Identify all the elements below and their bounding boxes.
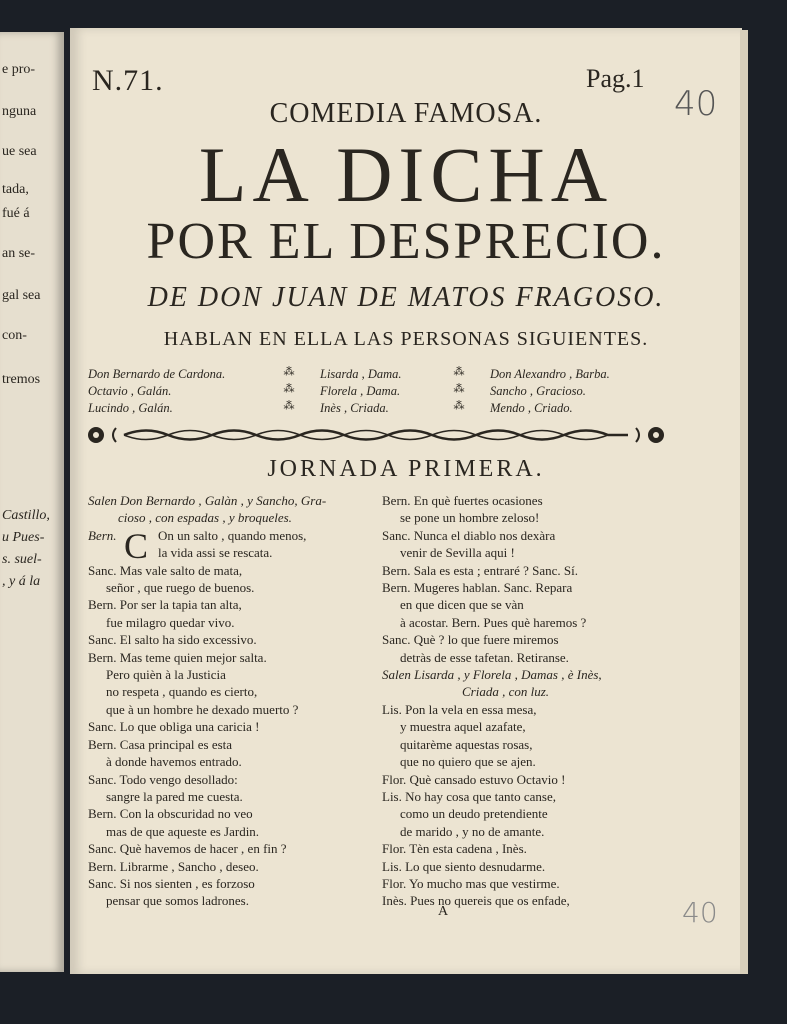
text-line: Sanc. Mas vale salto de mata, (88, 562, 243, 578)
subtitle: COMEDIA FAMOSA. (269, 98, 543, 129)
text-line: sangre la pared me cuesta. (106, 788, 243, 804)
cast-member: Mendo , Criado. (490, 401, 573, 415)
left-page-text-fragment: nguna (2, 104, 37, 119)
cast-column-3 (490, 366, 610, 417)
ornament-rule (86, 424, 666, 446)
text-line: On un salto , quando menos, (158, 527, 307, 543)
text-line: mas de que aqueste es Jardin. (106, 823, 260, 839)
drop-cap: C (124, 526, 149, 566)
text-line: que no quiero que se ajen. (400, 754, 536, 770)
left-page-text-fragment: gal sea (2, 288, 41, 303)
cast-heading: HABLAN EN ELLA LAS PERSONAS SIGUIENTES. (163, 328, 649, 350)
text-line: Sanc. Lo que obliga una caricia ! (88, 719, 260, 735)
text-line: fue milagro quedar vivo. (106, 614, 235, 630)
left-page-edge (0, 32, 64, 972)
text-line: y muestra aquel azafate, (400, 719, 526, 735)
text-column-right (382, 492, 692, 910)
text-line: la vida assi se rescata. (158, 545, 273, 561)
text-line: Bern. Con la obscuridad no veo (88, 806, 253, 822)
signature-mark: A (438, 904, 449, 919)
text-line: Bern. Sala es esta ; entraré ? Sanc. Sí. (382, 562, 579, 578)
text-line: quitarème aquestas rosas, (400, 736, 533, 752)
text-line: venir de Sevilla aqui ! (400, 545, 515, 561)
cast-member: Florela , Dama. (320, 384, 401, 398)
document-page (70, 28, 742, 974)
page-number: Pag.1 (586, 64, 645, 93)
text-line: Lis. No hay cosa que tanto canse, (382, 788, 557, 804)
text-line: Inès. Pues no quereis que os enfade, (382, 893, 570, 909)
text-line: cioso , con espadas , y broqueles. (118, 510, 292, 526)
text-line: à acostar. Bern. Pues què haremos ? (400, 614, 587, 630)
text-line: de marido , y no de amante. (400, 823, 545, 839)
text-line: que à un hombre he dexado muerto ? (106, 701, 299, 717)
text-column-left: Salen Don Bernardo , Galàn , y Sancho, Gra- cioso , con espadas , y broqueles. Bern. On un salto , quando menos, la vida assi se rescata. Sanc. Mas vale salto de mata, señor , que ruego de buenos. Bern. Por ser la tapia tan alta, fue milagro quedar vivo. Sanc. El salto ha sido excessivo. Bern. Mas teme quien mejor salta. Pero quièn à la Justicia no respeta , quando es cierto, que à un hombre he dexado muerto ? Sanc. Lo que obliga una caricia ! Bern. Casa principal es esta à donde havemos entrado. Sanc. Todo vengo desollado: sangre la pared me cuesta. Bern. Con la obscuridad no veo mas de que aqueste es Jardin. Sanc. Què havemos de hacer , en fin ? Bern. Librarme , Sancho , deseo. Sanc. Si nos sienten , es forzoso pensar que somos ladrones. C (88, 492, 378, 910)
text-line: detràs de esse tafetan. Retiranse. (400, 649, 569, 665)
left-page-text-fragment: u Pues- (2, 530, 45, 545)
star-separator: ⁂ ⁂ ⁂ (453, 366, 465, 412)
text-line: Flor. Què cansado estuvo Octavio ! (382, 771, 566, 787)
title-line-1: LA DICHA (198, 131, 614, 218)
text-line: se pone un hombre zeloso! (400, 510, 540, 526)
text-line: Bern. Casa principal es esta (88, 736, 233, 752)
text-line: como un deudo pretendiente (400, 806, 548, 822)
author-line: DE DON JUAN DE MATOS FRAGOSO. (147, 282, 665, 313)
cast-column-2 (320, 366, 402, 417)
text-line: Lis. Pon la vela en essa mesa, (382, 701, 537, 717)
act-heading: JORNADA PRIMERA. (267, 456, 545, 482)
text-line: Sanc. Nunca el diablo nos dexàra (382, 527, 556, 543)
left-page-text-fragment: Castillo, (2, 508, 50, 523)
text-line: Pero quièn à la Justicia (106, 667, 226, 683)
text-line: à donde havemos entrado. (106, 754, 242, 770)
text-line: no respeta , quando es cierto, (106, 684, 258, 700)
text-line: pensar que somos ladrones. (106, 893, 249, 909)
text-line: Bern. Mugeres hablan. Sanc. Repara (382, 580, 573, 596)
left-page-text-fragment: , y á la (2, 574, 41, 589)
text-line: Criada , con luz. (462, 684, 550, 700)
left-page-text-fragment: an se- (2, 246, 36, 261)
text-line: en que dicen que se vàn (400, 597, 524, 613)
cast-column-1 (88, 366, 225, 417)
text-line: Flor. Tèn esta cadena , Inès. (382, 841, 527, 857)
handwritten-folio-top: 40 (674, 84, 718, 124)
text-line: Lis. Lo que siento desnudarme. (382, 858, 546, 874)
cast-member: Don Alexandro , Barba. (490, 367, 610, 381)
text-line: Sanc. Què ? lo que fuere miremos (382, 632, 559, 648)
left-page-text-fragment: fué á (2, 206, 30, 221)
left-page-text-fragment: e pro- (2, 62, 36, 77)
text-line: Bern. En què fuertes ocasiones (382, 493, 543, 508)
cast-member: Sancho , Gracioso. (490, 384, 586, 398)
page-edge (740, 30, 748, 974)
cast-member: Octavio , Galán. (88, 384, 172, 398)
text-line: señor , que ruego de buenos. (106, 580, 255, 596)
title-line-2: POR EL DESPRECIO. (146, 213, 666, 270)
left-page-text-fragment: ue sea (2, 144, 37, 159)
text-line: Bern. Mas teme quien mejor salta. (88, 649, 267, 665)
play-number: N.71. (92, 64, 164, 97)
handwritten-folio-bottom: 40 (682, 896, 718, 929)
cast-member: Inès , Criada. (320, 401, 389, 415)
text-line: Sanc. Què havemos de hacer , en fin ? (88, 841, 287, 857)
text-line: Flor. Yo mucho mas que vestirme. (382, 875, 560, 891)
text-line: Salen Don Bernardo , Galàn , y Sancho, Gra- (88, 493, 327, 508)
text-line: Sanc. El salto ha sido excessivo. (88, 632, 257, 648)
cast-member: Lisarda , Dama. (320, 367, 402, 381)
text-line: Salen Lisarda , y Florela , Damas , è Inès, (382, 667, 602, 683)
star-separator: ⁂ ⁂ ⁂ (283, 366, 295, 412)
left-page-text-fragment: tada, (2, 182, 29, 197)
left-page-text-fragment: s. suel- (2, 552, 42, 567)
text-line: Sanc. Si nos sienten , es forzoso (88, 875, 255, 891)
cast-member: Don Bernardo de Cardona. (88, 367, 226, 381)
text-line: Bern. Por ser la tapia tan alta, (88, 597, 242, 613)
left-page-text-fragment: tremos (2, 372, 41, 387)
text-line: Sanc. Todo vengo desollado: (88, 771, 238, 787)
cast-member: Lucindo , Galán. (88, 401, 173, 415)
text-line: Bern. Librarme , Sancho , deseo. (88, 858, 259, 874)
left-page-text-fragment: con- (2, 328, 27, 343)
